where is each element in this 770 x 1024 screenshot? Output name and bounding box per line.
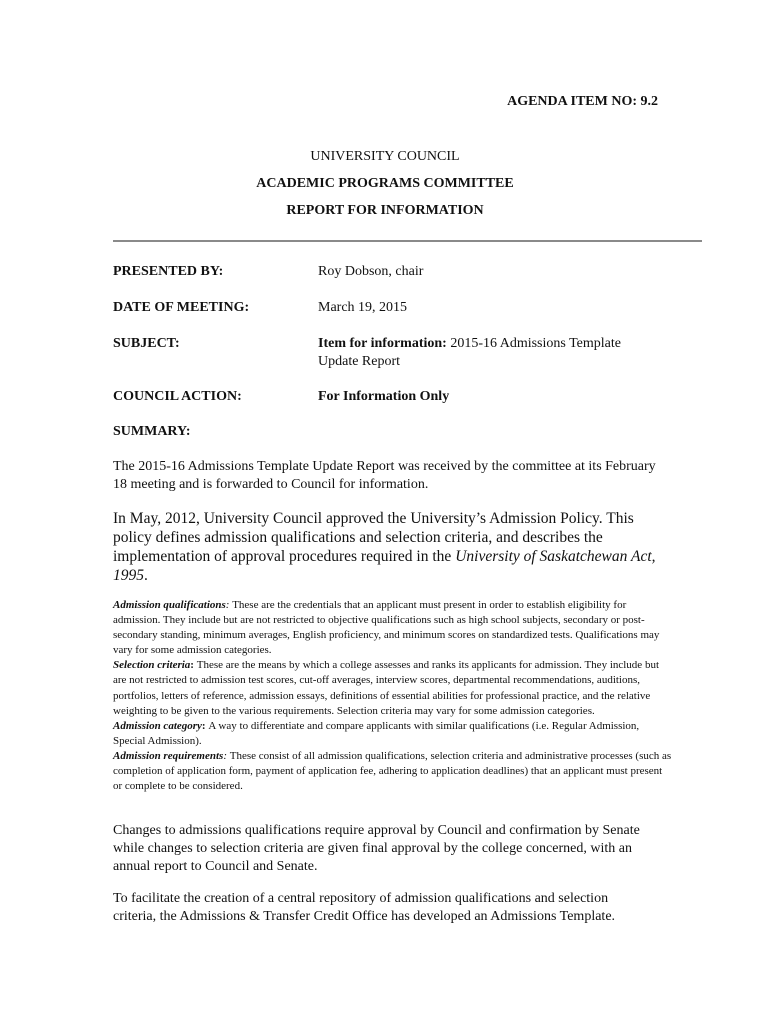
presented-by-label: PRESENTED BY: (113, 264, 224, 279)
agenda-item-number: AGENDA ITEM NO: 9.2 (507, 94, 658, 109)
date-of-meeting-value: March 19, 2015 (318, 300, 408, 315)
definitions-block (113, 598, 673, 794)
summary-label: SUMMARY: (113, 424, 191, 439)
summary-paragraph-3: Changes to admissions qualifications require approval by Council and confirmation by Senate while changes to selection criteria are given final approval by the college concerned, with an annual report to Council and Senate. (113, 823, 640, 874)
summary-paragraph-1: The 2015-16 Admissions Template Update Report was received by the committee at its February 18 meeting and is forwarded to Council for information. (113, 459, 656, 492)
subject-value-bold: Item for information: (318, 336, 447, 351)
subject-value-text: 2015-16 Admissions Template Update Report (318, 336, 621, 369)
summary-paragraph-4: To facilitate the creation of a central repository of admission qualifications and selection criteria, the Admissions & Transfer Credit Office has developed an Admissions Template. (113, 891, 616, 924)
definition-selection-criteria: Selection criteria: These are the means by which a college assesses and ranks its applicants for admission. They include but are not restricted to admission test scores, cut-off averages, interview scores, departmental recommendations, auditions, portfolios, letters of reference, admission essays, definitions of essential abilities for professional practice, and the relative weighting to be given to the various requirements. Selection criteria may vary for some admission categories. (113, 659, 659, 717)
subject-value (318, 335, 658, 371)
header-council: UNIVERSITY COUNCIL (310, 149, 460, 164)
paragraph-2-text: In May, 2012, University Council approved the University’s Admission Policy. This policy defines admission qualifications and selection criteria, and describes the implementation of approval procedures required in the (113, 510, 634, 565)
presented-by-value: Roy Dobson, chair (318, 264, 424, 279)
subject-label: SUBJECT: (113, 336, 180, 351)
definition-admission-qualifications: Admission qualifications: These are the credentials that an applicant must present in order to establish eligibility for admission. They include but are not restricted to objective qualifications such as high school subjects, secondary or post-secondary standing, minimum averages, English proficiency, and minimum scores on standardized tests. Qualifications may vary for some admission categories. (113, 599, 660, 657)
definition-admission-category: Admission category: A way to differentiate and compare applicants with similar qualifications (i.e. Regular Admission, Special Admission). (113, 719, 640, 747)
council-action-value: For Information Only (318, 389, 450, 404)
header-committee: ACADEMIC PROGRAMS COMMITTEE (256, 176, 514, 191)
summary-paragraph-2 (113, 509, 673, 585)
date-of-meeting-label: DATE OF MEETING: (113, 300, 250, 315)
header-report-type: REPORT FOR INFORMATION (286, 203, 484, 218)
council-action-label: COUNCIL ACTION: (113, 389, 242, 404)
definition-admission-requirements: Admission requirements: These consist of all admission qualifications, selection criteria and administrative processes (such as completion of application form, payment of application fee, adhering to application deadlines) that an applicant must present or complete to be considered. (113, 749, 672, 793)
header-divider (113, 240, 702, 242)
act-title: University of Saskatchewan Act, 1995 (113, 548, 656, 584)
paragraph-2-end: . (144, 567, 148, 584)
